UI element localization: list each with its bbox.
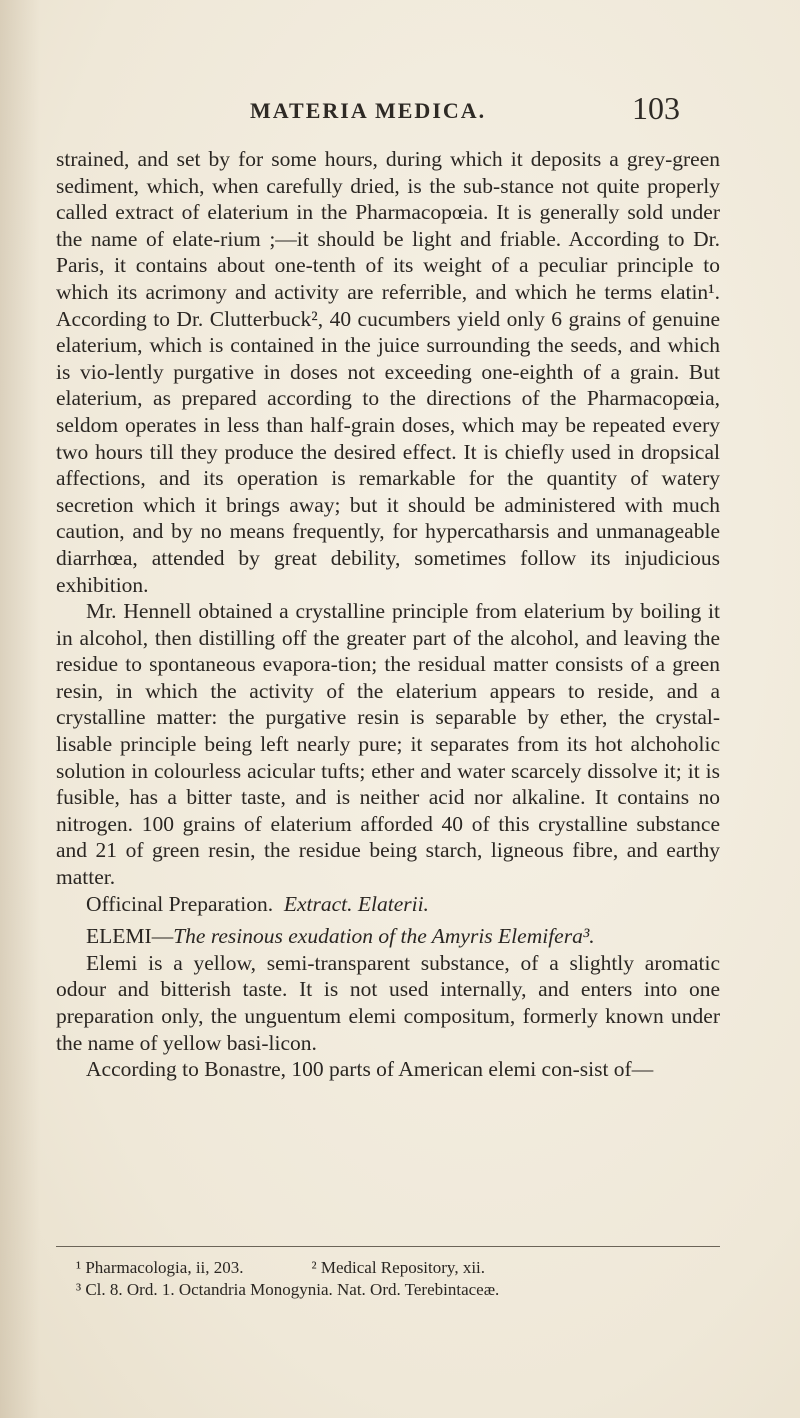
footnote-3: ³ Cl. 8. Ord. 1. Octandria Monogynia. Nat. Ord. Terebintaceæ.: [76, 1280, 500, 1299]
footnote-2: ² Medical Repository, xii.: [311, 1258, 486, 1277]
page-number: 103: [632, 90, 680, 126]
footnote-1: ¹ Pharmacologia, ii, 203.: [76, 1258, 244, 1277]
paragraph-elemi: Elemi is a yellow, semi-transparent substance, of a slightly aromatic odour and bitterish taste. It is not used internally, and enters into one preparation only, the unguentum elemi compositum, formerly known under the name of yellow basi-licon.: [56, 950, 720, 1055]
footnotes: [56, 1246, 720, 1301]
elemi-entry-heading: [56, 923, 720, 950]
elemi-dash: —: [151, 924, 174, 949]
paragraph-hennell: Mr. Hennell obtained a crystalline principle from elaterium by boiling it in alcohol, then distilling off the greater part of the alcohol, and leaving the residue to spontaneous evapora-tion; the residual matter consists of a green resin, in which the activity of the elaterium appears to reside, and a crystalline matter: the purgative resin is separable by ether, the crystal-lisable principle being left nearly pure; it separates from its hot alchoholic solution in colourless acicular tufts; ether and water scarcely dissolve it; it is fusible, has a bitter taste, and is neither acid nor alkaline. It contains no nitrogen. 100 grains of elaterium afforded 40 of this crystalline substance and 21 of green resin, the residue being starch, ligneous fibre, and earthy matter.: [56, 599, 720, 890]
elemi-description: The resinous exudation of the Amyris Elemifera³.: [173, 924, 595, 949]
body-text: [56, 146, 720, 1083]
paragraph-elaterium-preparation: strained, and set by for some hours, during which it deposits a grey-green sediment, which, when carefully dried, is the sub-stance not quite properly called extract of elaterium in the Pharmacopœia. It is generally sold under the name of elate-rium ;—it should be light and friable. According to Dr. Paris, it contains about one-tenth of its weight of a peculiar principle to which its acrimony and activity are referrible, and which he terms elatin¹. According to Dr. Clutterbuck², 40 cucumbers yield only 6 grains of genuine elaterium, which is contained in the juice surrounding the seeds, and which is vio-lently purgative in doses not exceeding one-eighth of a grain. But elaterium, as prepared according to the directions of the Pharmacopœia, seldom operates in less than half-grain doses, which may be repeated every two hours till they produce the desired effect. It is chiefly used in dropsical affections, and its operation is remarkable for the quantity of watery secretion which it brings away; but it should be administered with much caution, and by no means frequently, for hypercatharsis and unmanageable diarrhœa, attended by great debility, sometimes follow its injudicious exhibition.: [56, 147, 720, 597]
running-head: MATERIA MEDICA.: [250, 98, 487, 123]
paragraph-bonastre: According to Bonastre, 100 parts of American elemi con-sist of—: [86, 1057, 654, 1082]
footnote-row-2: [56, 1279, 720, 1301]
footnote-row-1: [56, 1257, 720, 1279]
page-edge-shadow: [0, 0, 40, 1418]
official-preparation: [56, 891, 720, 918]
elemi-title: ELEMI: [86, 924, 152, 949]
official-preparation-value: Extract. Elaterii.: [283, 891, 429, 916]
page-header: [250, 90, 680, 128]
official-preparation-label: Officinal Preparation.: [86, 891, 274, 916]
